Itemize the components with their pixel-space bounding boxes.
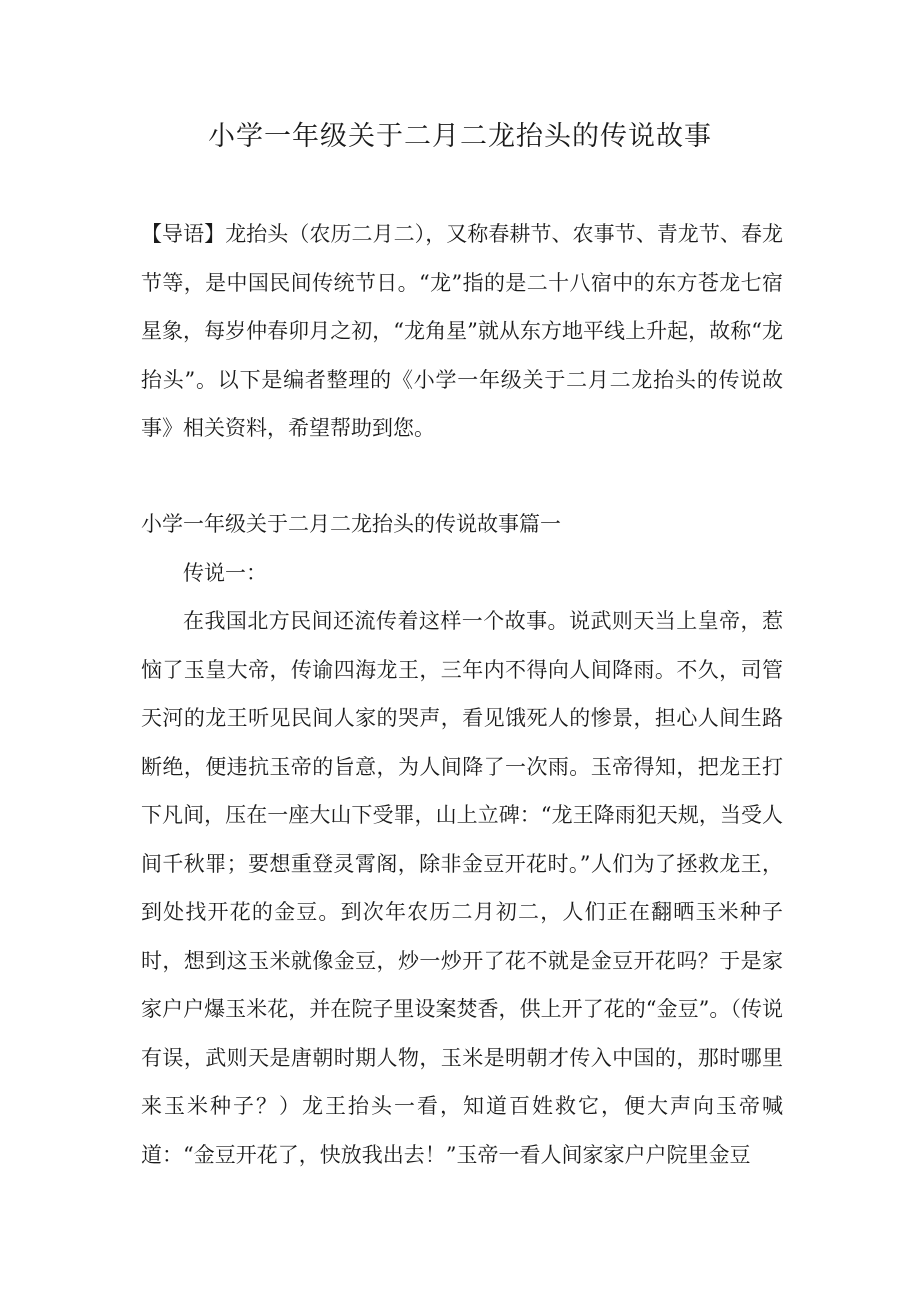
- section-heading: 小学一年级关于二月二龙抬头的传说故事篇一: [141, 512, 561, 536]
- intro-paragraph: 【导语】龙抬头（农历二月二），又称春耕节、农事节、青龙节、春龙节等，是中国民间传统节日。“龙”指的是二十八宿中的东方苍龙七宿星象，每岁仲春卯月之初，“龙角星”就从东方地平线上升起，故称“龙抬头”。以下是编者整理的《小学一年级关于二月二龙抬头的传说故事》相关资料，希望帮助到您。: [141, 222, 783, 440]
- story-paragraph: 在我国北方民间还流传着这样一个故事。说武则天当上皇帝，惹恼了玉皇大帝，传谕四海龙王，三年内不得向人间降雨。不久，司管天河的龙王听见民间人家的哭声，看见饿死人的惨景，担心人间生路断绝，便违抗玉帝的旨意，为人间降了一次雨。玉帝得知，把龙王打下凡间，压在一座大山下受罪，山上立碑：“龙王降雨犯天规，当受人间千秋罪；要想重登灵霄阁，除非金豆开花时。”人们为了拯救龙王，到处找开花的金豆。到次年农历二月初二，人们正在翻晒玉米种子时，想到这玉米就像金豆，炒一炒开了花不就是金豆开花吗？于是家家户户爆玉米花，并在院子里设案焚香，供上开了花的“金豆”。（传说有误，武则天是唐朝时期人物，玉米是明朝才传入中国的，那时哪里来玉米种子？）龙王抬头一看，知道百姓救它，便大声向玉帝喊道：“金豆开花了，快放我出去！”玉帝一看人间家家户户院里金豆: [141, 609, 783, 1167]
- legend-subheading: 传说一：: [183, 561, 267, 585]
- document-title: 小学一年级关于二月二龙抬头的传说故事: [208, 121, 712, 152]
